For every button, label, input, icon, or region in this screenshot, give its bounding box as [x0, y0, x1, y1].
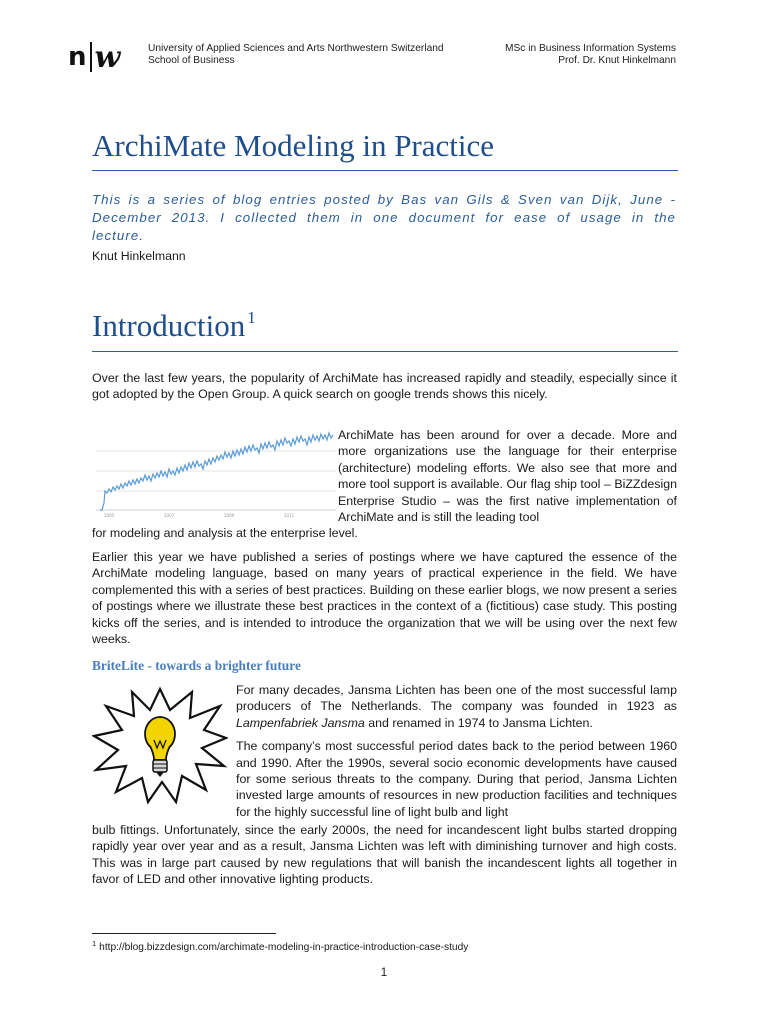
university-line2: School of Business: [148, 55, 235, 66]
footnote-link[interactable]: http://blog.bizzdesign.com/archimate-modeling-in-practice-introduction-case-study: [99, 942, 469, 953]
document-title: ArchiMate Modeling in Practice: [92, 128, 495, 163]
logo-left-letters: n: [68, 42, 87, 72]
svg-text:2007: 2007: [164, 513, 175, 518]
company-former-name: Lampenfabriek Jansma: [236, 715, 365, 730]
professor-name: Prof. Dr. Knut Hinkelmann: [558, 55, 676, 66]
svg-text:2011: 2011: [284, 513, 295, 518]
paragraph-5-full: bulb fittings. Unfortunately, since the early 2000s, the need for incandescent light bulbs started dropping rapidly year over year and as a result, Jansma Lichten was left with diminishing turnover and high costs. This was in large part caused by new regulations that will banish the incandescent lights all together in favor of LED and other innovative lighting products.: [92, 823, 677, 887]
svg-text:2005: 2005: [104, 513, 115, 518]
lightbulb-icon: [92, 686, 228, 806]
bulb-side-text: [236, 682, 677, 820]
university-line1: University of Applied Sciences and Arts Northwestern Switzerland: [148, 43, 444, 54]
program-name: MSc in Business Information Systems: [505, 43, 676, 54]
footnote-number: 1: [92, 939, 97, 948]
page-header: [66, 40, 676, 74]
author-name: Knut Hinkelmann: [92, 249, 186, 263]
page-number: 1: [380, 967, 388, 979]
footnote-ref: 1: [247, 308, 256, 327]
trends-chart-image: [92, 431, 336, 521]
section-heading-text: Introduction: [92, 308, 246, 343]
footnote: [92, 939, 468, 953]
header-right: [505, 43, 676, 67]
footnote-separator: [92, 933, 276, 934]
svg-text:2009: 2009: [224, 513, 235, 518]
paragraph-4: [236, 682, 677, 731]
paragraph-4-end: and renamed in 1974 to Jansma Lichten.: [364, 715, 593, 730]
logo-right-letter: w: [94, 39, 121, 75]
section-rule: [92, 351, 678, 352]
intro-note: This is a series of blog entries posted by Bas van Gils & Sven van Dijk, June - December 2013. I collected them in one document for ease of usage in the lecture.: [92, 192, 676, 243]
subheading: BriteLite - towards a brighter future: [92, 658, 301, 673]
paragraph-5-side: The company’s most successful period dates back to the period between 1960 and 1990. After the 1990s, several socio economic developments have caused for some serious threats to the company. During that period, Jansma Lichten invested large amounts of resources in new production facilities and techniques for the highly successful line of light bulb and light: [236, 739, 677, 819]
section-heading: [92, 308, 256, 344]
university-name: [148, 43, 444, 67]
paragraph-3: Earlier this year we have published a series of postings where we have captured the essence of the ArchiMate modeling language, based on many years of practical experience in the field. We have complemented this with a series of best practices. Building on these earlier blogs, we now present a series of postings where we illustrate these best practices in the context of a (fictitious) case study. This posting kicks off the series, and is intended to introduce the organization that we will be using over the next few weeks.: [92, 550, 677, 647]
logo-divider: [90, 42, 92, 72]
fhnw-logo: [68, 39, 121, 75]
title-rule: [92, 170, 678, 171]
paragraph-4-start: For many decades, Jansma Lichten has been one of the most successful lamp producers of The Netherlands. The company was founded in 1923 as: [236, 683, 677, 714]
paragraph-2-side: ArchiMate has been around for over a decade. More and more organizations use the language for their enterprise (architecture) modeling efforts. We also see that more and more tool support is available. Our flag ship tool – BiZZdesign Enterprise Studio – was the first native implementation of ArchiMate and is still the leading tool: [338, 428, 677, 525]
paragraph-1: Over the last few years, the popularity of ArchiMate has increased rapidly and steadily, especially since it got adopted by the Open Group. A quick search on google trends shows this nicely.: [92, 371, 677, 402]
paragraph-2-tail: for modeling and analysis at the enterprise level.: [92, 526, 358, 540]
